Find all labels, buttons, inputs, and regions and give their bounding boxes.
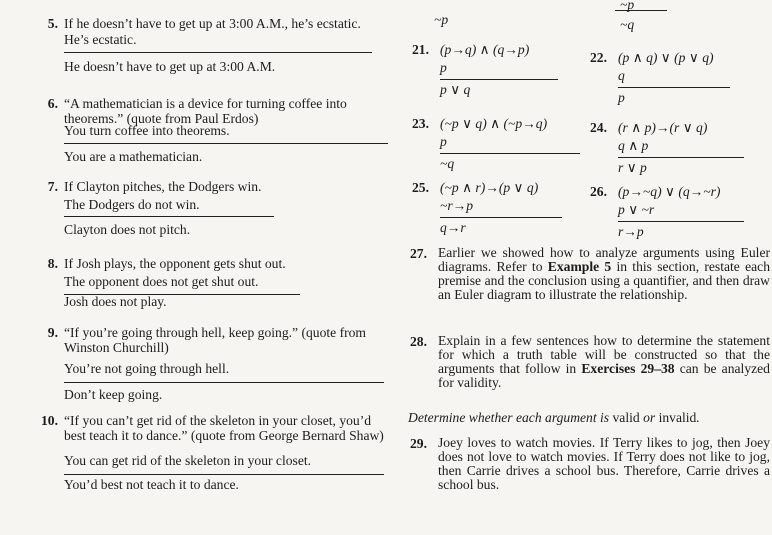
problem-number: 9. (47, 325, 58, 340)
conclusion: p (618, 90, 625, 105)
premise-2: He’s ecstatic. (64, 32, 137, 47)
premise-2: q ∧ p (618, 138, 649, 153)
problem-text (438, 334, 770, 390)
conclusion-bar (440, 79, 558, 80)
problem-number: 6. (47, 96, 58, 111)
conclusion-bar (618, 157, 744, 158)
premise-2: You turn coffee into theorems. (64, 123, 230, 138)
conclusion-bar (618, 221, 744, 222)
premise-1: (r ∧ p)→(r ∨ q) (618, 120, 708, 135)
premise-2: p (440, 134, 447, 149)
premise-2: You can get rid of the skeleton in your closet. (64, 453, 312, 468)
premise-2: The Dodgers do not win. (64, 197, 200, 212)
example-reference: Example 5 (547, 259, 612, 274)
premise-2: p ∨ ~r (618, 202, 655, 217)
conclusion-bar (64, 216, 274, 217)
premise-1: “If you can’t get rid of the skeleton in your closet, you’d best teach it to dance.” (quote from George Bernard Shaw) (64, 413, 384, 443)
problem-number: 8. (47, 256, 58, 271)
exercises-reference: Exercises 29–38 (581, 361, 675, 376)
problem-number: 25. (412, 180, 429, 195)
conclusion: q→r (440, 220, 466, 235)
conclusion-bar (440, 153, 580, 154)
premise-2: p (440, 60, 447, 75)
conclusion-bar (64, 143, 388, 144)
problem-number: 26. (590, 184, 607, 199)
problem-number: 10. (41, 413, 58, 428)
conclusion-bar (64, 382, 384, 383)
problem-text (438, 246, 770, 302)
conclusion: You’d best not teach it to dance. (64, 477, 239, 492)
premise-1: If Josh plays, the opponent gets shut out. (64, 256, 286, 271)
conclusion: Don’t keep going. (64, 387, 163, 402)
conclusion: Clayton does not pitch. (64, 222, 191, 237)
problem-number: 21. (412, 42, 429, 57)
premise-1: If Clayton pitches, the Dodgers win. (64, 179, 262, 194)
problem-number: 24. (590, 120, 607, 135)
premise-1: If he doesn’t have to get up at 3:00 A.M., he’s ecstatic. (64, 16, 361, 31)
text-part: in this section, restate each premise and the conclusion using a quantifier, and then draw an Euler diagram to illustrate the relationship. (438, 259, 770, 302)
fragment-top-right-b: ~q (620, 17, 635, 32)
premise-2: ~r→p (440, 198, 474, 213)
problem-number: 27. (410, 246, 427, 261)
conclusion: r→p (618, 224, 644, 239)
premise-2: The opponent does not get shut out. (64, 274, 259, 289)
conclusion: Josh does not play. (64, 294, 167, 309)
conclusion-bar (64, 52, 372, 53)
problem-number: 29. (410, 436, 427, 451)
conclusion: r ∨ p (618, 160, 647, 175)
problem-number: 5. (47, 16, 58, 31)
premise-1: (p ∧ q) ∨ (p ∨ q) (618, 50, 714, 65)
premise-1: (p→q) ∧ (q→p) (440, 42, 530, 57)
premise-1: (~p ∨ q) ∧ (~p→q) (440, 116, 548, 131)
fragment-top-mid: ~p (434, 12, 449, 27)
section-instruction: Determine whether each argument is valid or invalid. (408, 410, 700, 425)
conclusion: p ∨ q (440, 82, 471, 97)
text-part: Earlier we showed how to analyze arguments using Euler diagrams. Refer to (438, 245, 770, 274)
conclusion-bar (440, 217, 562, 218)
problem-number: 23. (412, 116, 429, 131)
conclusion-bar (618, 87, 730, 88)
premise-1: (~p ∧ r)→(p ∨ q) (440, 180, 539, 195)
conclusion: He doesn’t have to get up at 3:00 A.M. (64, 59, 276, 74)
premise-2: q (618, 68, 625, 83)
problem-number: 7. (47, 179, 58, 194)
problem-number: 28. (410, 334, 427, 349)
problem-text: Joey loves to watch movies. If Terry likes to jog, then Joey does not love to watch movies. If Terry does not like to jog, then Carrie drives a school bus. Therefore, Carrie drives a school bus. (438, 435, 770, 492)
fragment-top-right-a: ~p (620, 0, 635, 12)
premise-1: (p→~q) ∨ (q→~r) (618, 184, 721, 199)
premise-1: “A mathematician is a device for turning coffee into theorems.” (quote from Paul Erdos) (64, 96, 347, 126)
text-part: Explain in a few sentences how to determine the statement for which a truth table will be constructed so that the arguments that follow in (438, 333, 770, 376)
conclusion-bar (64, 474, 384, 475)
conclusion: You are a mathematician. (64, 149, 203, 164)
conclusion: ~q (440, 156, 455, 171)
premise-2: You’re not going through hell. (64, 361, 230, 376)
premise-1: “If you’re going through hell, keep going.” (quote from Winston Churchill) (64, 325, 366, 355)
text-part: can be analyzed for validity. (438, 361, 770, 390)
problem-number: 22. (590, 50, 607, 65)
